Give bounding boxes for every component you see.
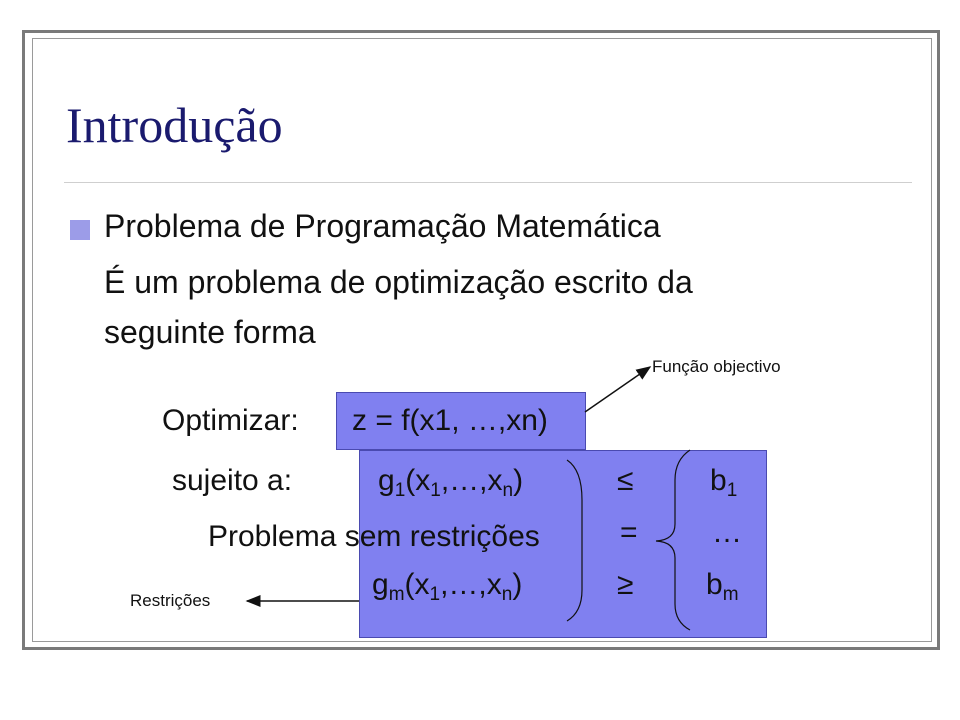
args-middle-m: ,…,x [440,568,502,601]
left-bracket [567,460,582,621]
args-close: ) [513,464,524,497]
no-restrictions-note: Problema sem restrições [208,520,540,553]
paragraph-line-2: seguinte forma [104,314,316,350]
b1-base: b [710,464,727,497]
rhs-ellipsis: … [712,516,742,549]
args-first-index: 1 [430,480,441,501]
args-open-m: (x [404,568,430,601]
args-last-index-m: n [501,584,513,605]
objective-expression: z = f(x1, …,xn) [352,404,548,437]
objective-arrow [585,367,650,412]
subject-to-label: sujeito a: [172,464,293,497]
bullet-text: Problema de Programação Matemática [104,208,661,244]
le-symbol: ≤ [617,464,634,497]
constraint-1-index: 1 [394,480,406,501]
bm-index: m [722,584,739,605]
right-curly-brace [656,450,690,630]
args-open: (x [405,464,431,497]
objective-label: Optimizar: [162,404,299,437]
args-close-m: ) [512,568,523,601]
b1-index: 1 [726,480,738,501]
args-middle: ,…,x [440,464,503,497]
paragraph-line-1: É um problema de optimização escrito da [104,264,693,300]
slide-title: Introdução [66,97,283,153]
constraint-m-function: g [372,568,389,601]
args-first-index-m: 1 [429,584,441,605]
bm-base: b [706,568,723,601]
objective-function-annotation: Função objectivo [652,357,781,376]
constraint-1-function: g [378,464,395,497]
args-last-index: n [502,480,514,501]
ge-symbol: ≥ [617,568,634,601]
eq-symbol: = [620,516,638,549]
restrictions-annotation: Restrições [130,591,211,610]
constraint-m-index: m [388,584,405,605]
